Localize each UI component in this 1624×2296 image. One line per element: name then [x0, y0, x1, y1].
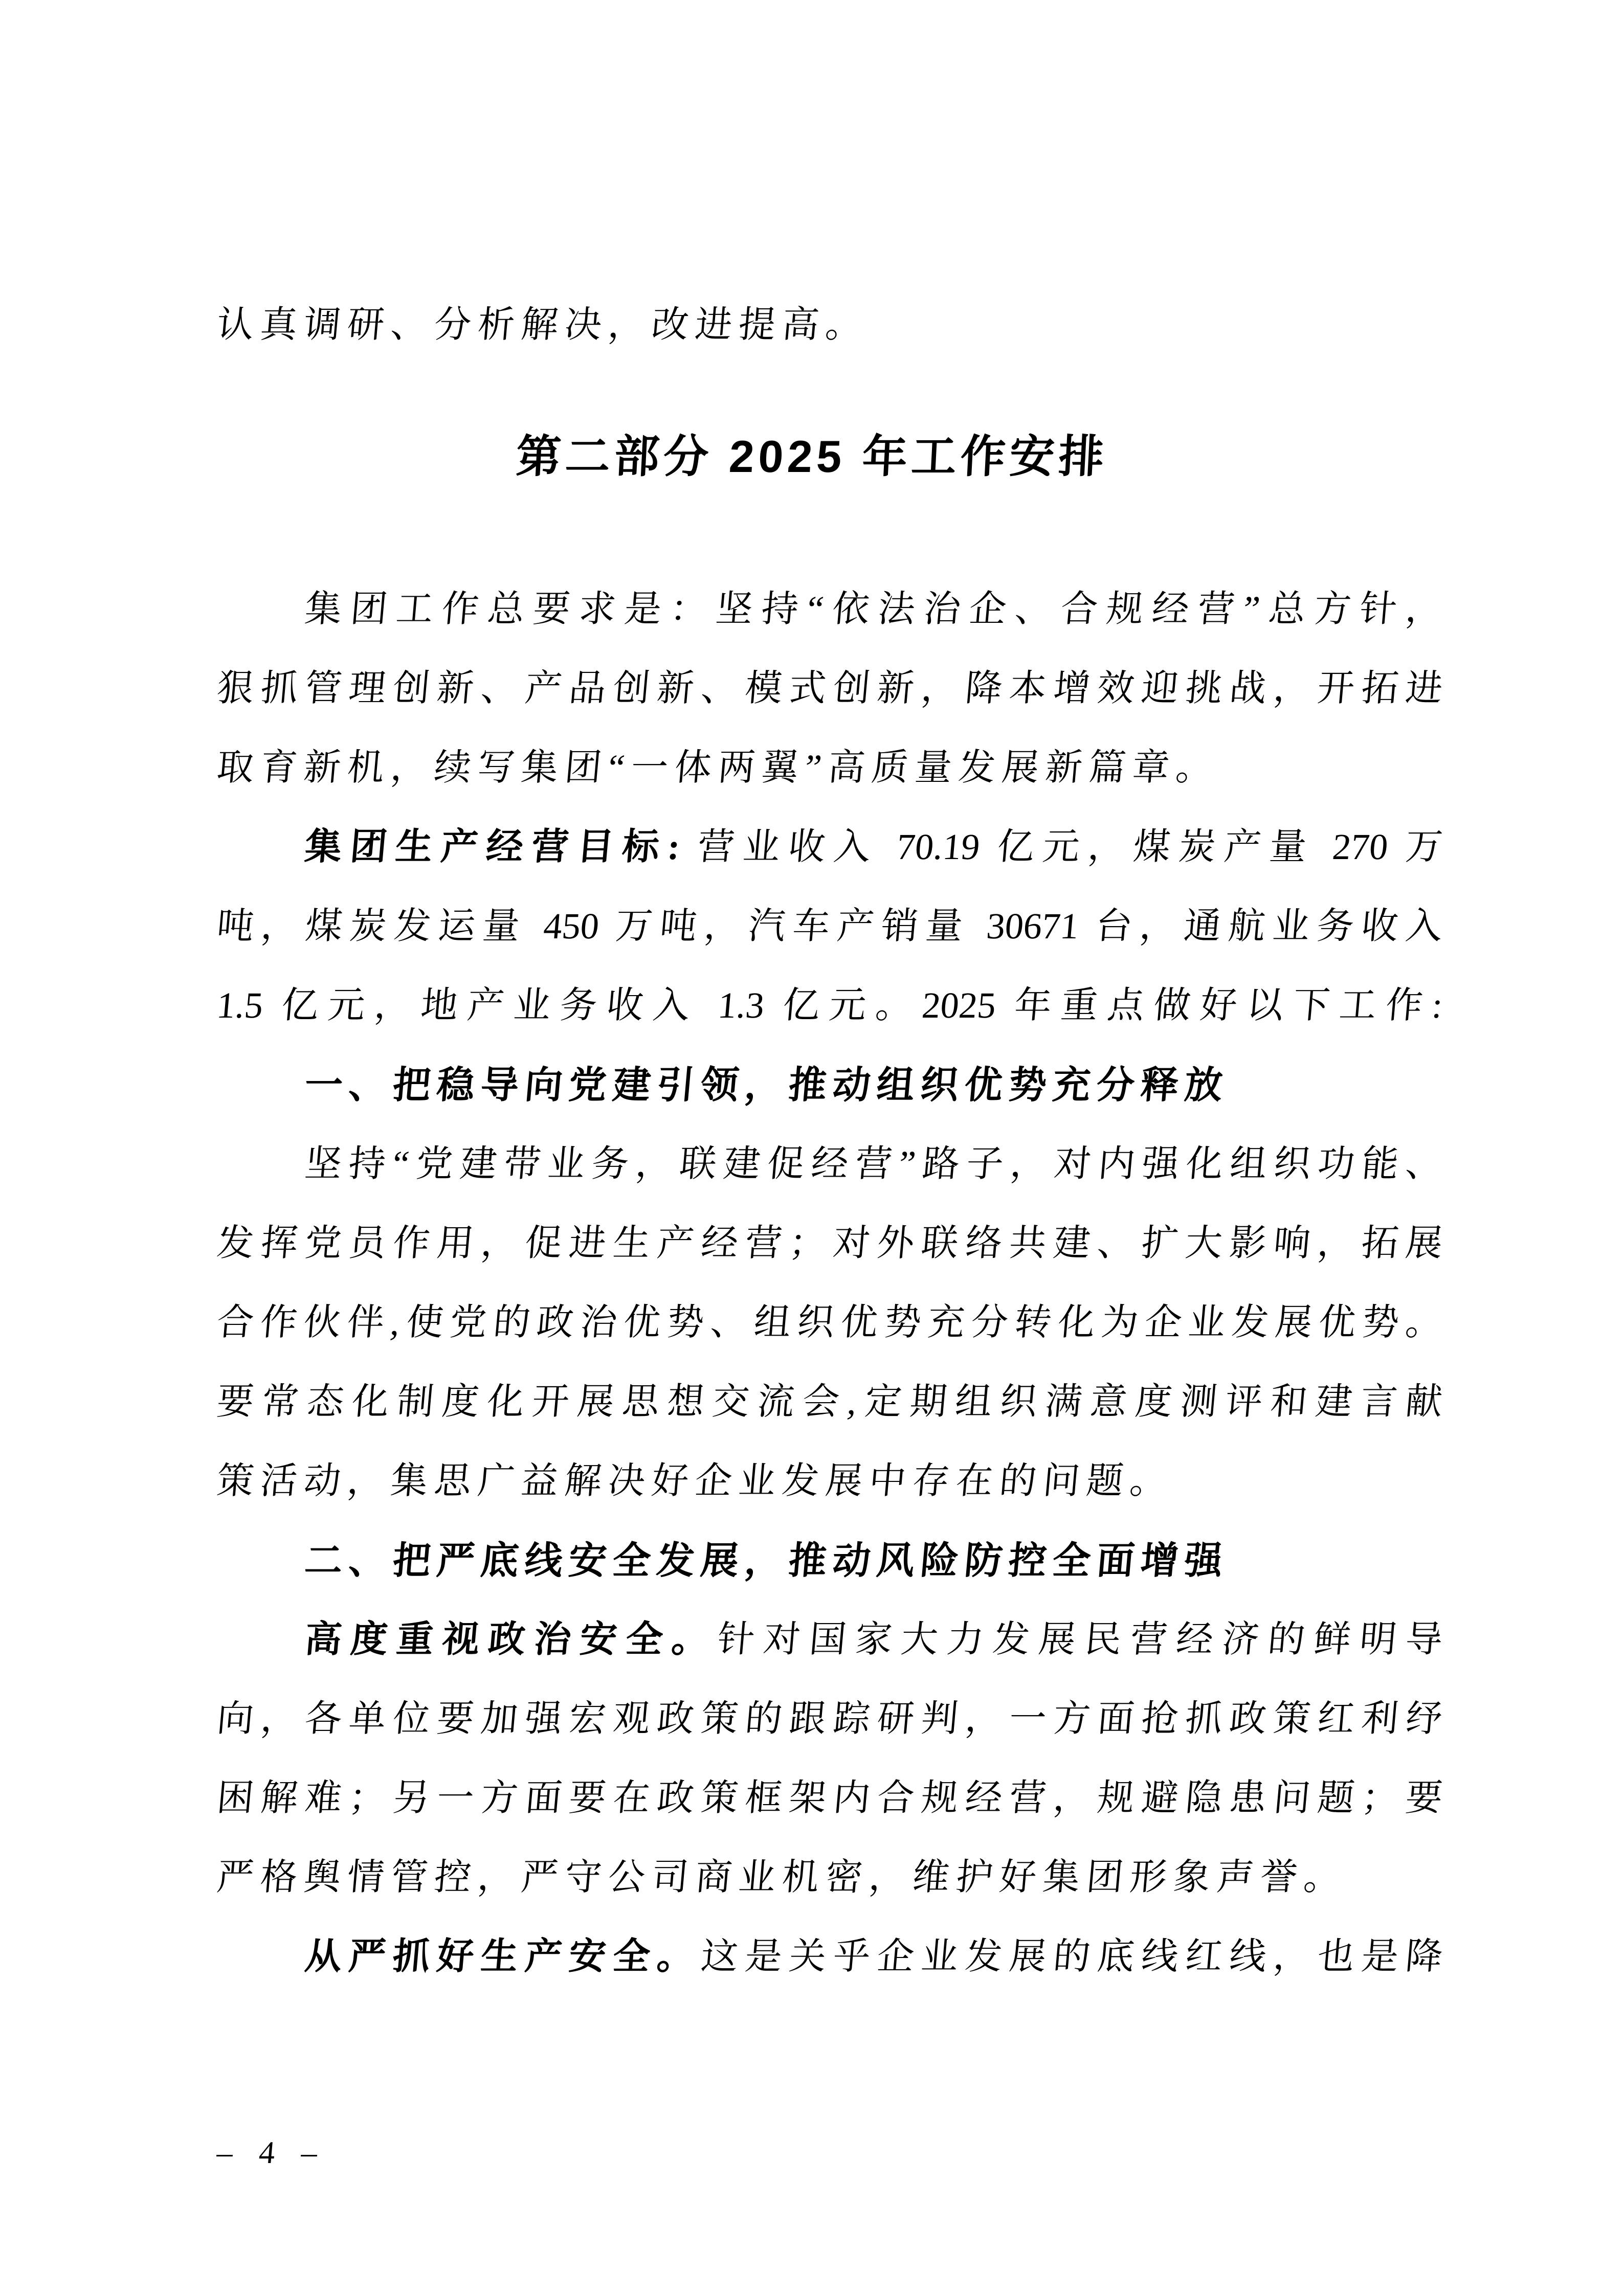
body-line: 集团工作总要求是：坚持“依法治企、合规经营”总方针， — [303, 589, 1444, 629]
body-line: 困解难；另一方面要在政策框架内合规经营，规避隐患问题；要 — [215, 1777, 1444, 1818]
section-heading: 一、把稳导向党建引领，推动组织优势充分释放 — [303, 1064, 1231, 1106]
body-line: 从严抓好生产安全。这是关乎企业发展的底线红线，也是降 — [303, 1936, 1444, 1977]
body-line: 要常态化制度化开展思想交流会,定期组织满意度测评和建言献 — [215, 1381, 1444, 1422]
body-line: 集团生产经营目标: 营业收入 70.19 亿元，煤炭产量 270 万 — [303, 826, 1444, 867]
body-line: 坚持“党建带业务，联建促经营”路子，对内强化组织功能、 — [303, 1143, 1444, 1184]
bold-lead-text: 集团生产经营目标: — [303, 826, 682, 867]
body-line: 严格舆情管控，严守公司商业机密，维护好集团形象声誉。 — [215, 1857, 1349, 1898]
part-title: 第二部分 2025 年工作安排 — [515, 431, 1109, 482]
body-line: 高度重视政治安全。针对国家大力发展民营经济的鲜明导 — [303, 1619, 1444, 1660]
body-line: 策活动，集思广益解决好企业发展中存在的问题。 — [215, 1460, 1175, 1501]
body-line: 发挥党员作用，促进生产经营；对外联络共建、扩大影响，拓展 — [215, 1223, 1444, 1264]
page-number: – 4 – — [215, 2135, 328, 2170]
body-line: 狠抓管理创新、产品创新、模式创新，降本增效迎挑战，开拓进 — [215, 668, 1444, 709]
section-heading: 二、把严底线安全发展，推动风险防控全面增强 — [303, 1539, 1231, 1582]
body-line: 合作伙伴,使党的政治优势、组织优势充分转化为企业发展优势。 — [215, 1302, 1444, 1343]
bold-lead-text: 高度重视政治安全。 — [303, 1619, 720, 1660]
bold-lead-text: 从严抓好生产安全。 — [303, 1936, 703, 1977]
body-line: 吨，煤炭发运量 450 万吨，汽车产销量 30671 台，通航业务收入 — [215, 906, 1444, 947]
body-line: 1.5 亿元，地产业务收入 1.3 亿元。2025 年重点做好以下工作: — [215, 985, 1444, 1026]
body-line: 取育新机，续写集团“一体两翼”高质量发展新篇章。 — [215, 747, 1221, 788]
body-line: 认真调研、分析解决，改进提高。 — [215, 304, 871, 345]
body-line: 向，各单位要加强宏观政策的跟踪研判，一方面抢抓政策红利纾 — [215, 1698, 1444, 1739]
